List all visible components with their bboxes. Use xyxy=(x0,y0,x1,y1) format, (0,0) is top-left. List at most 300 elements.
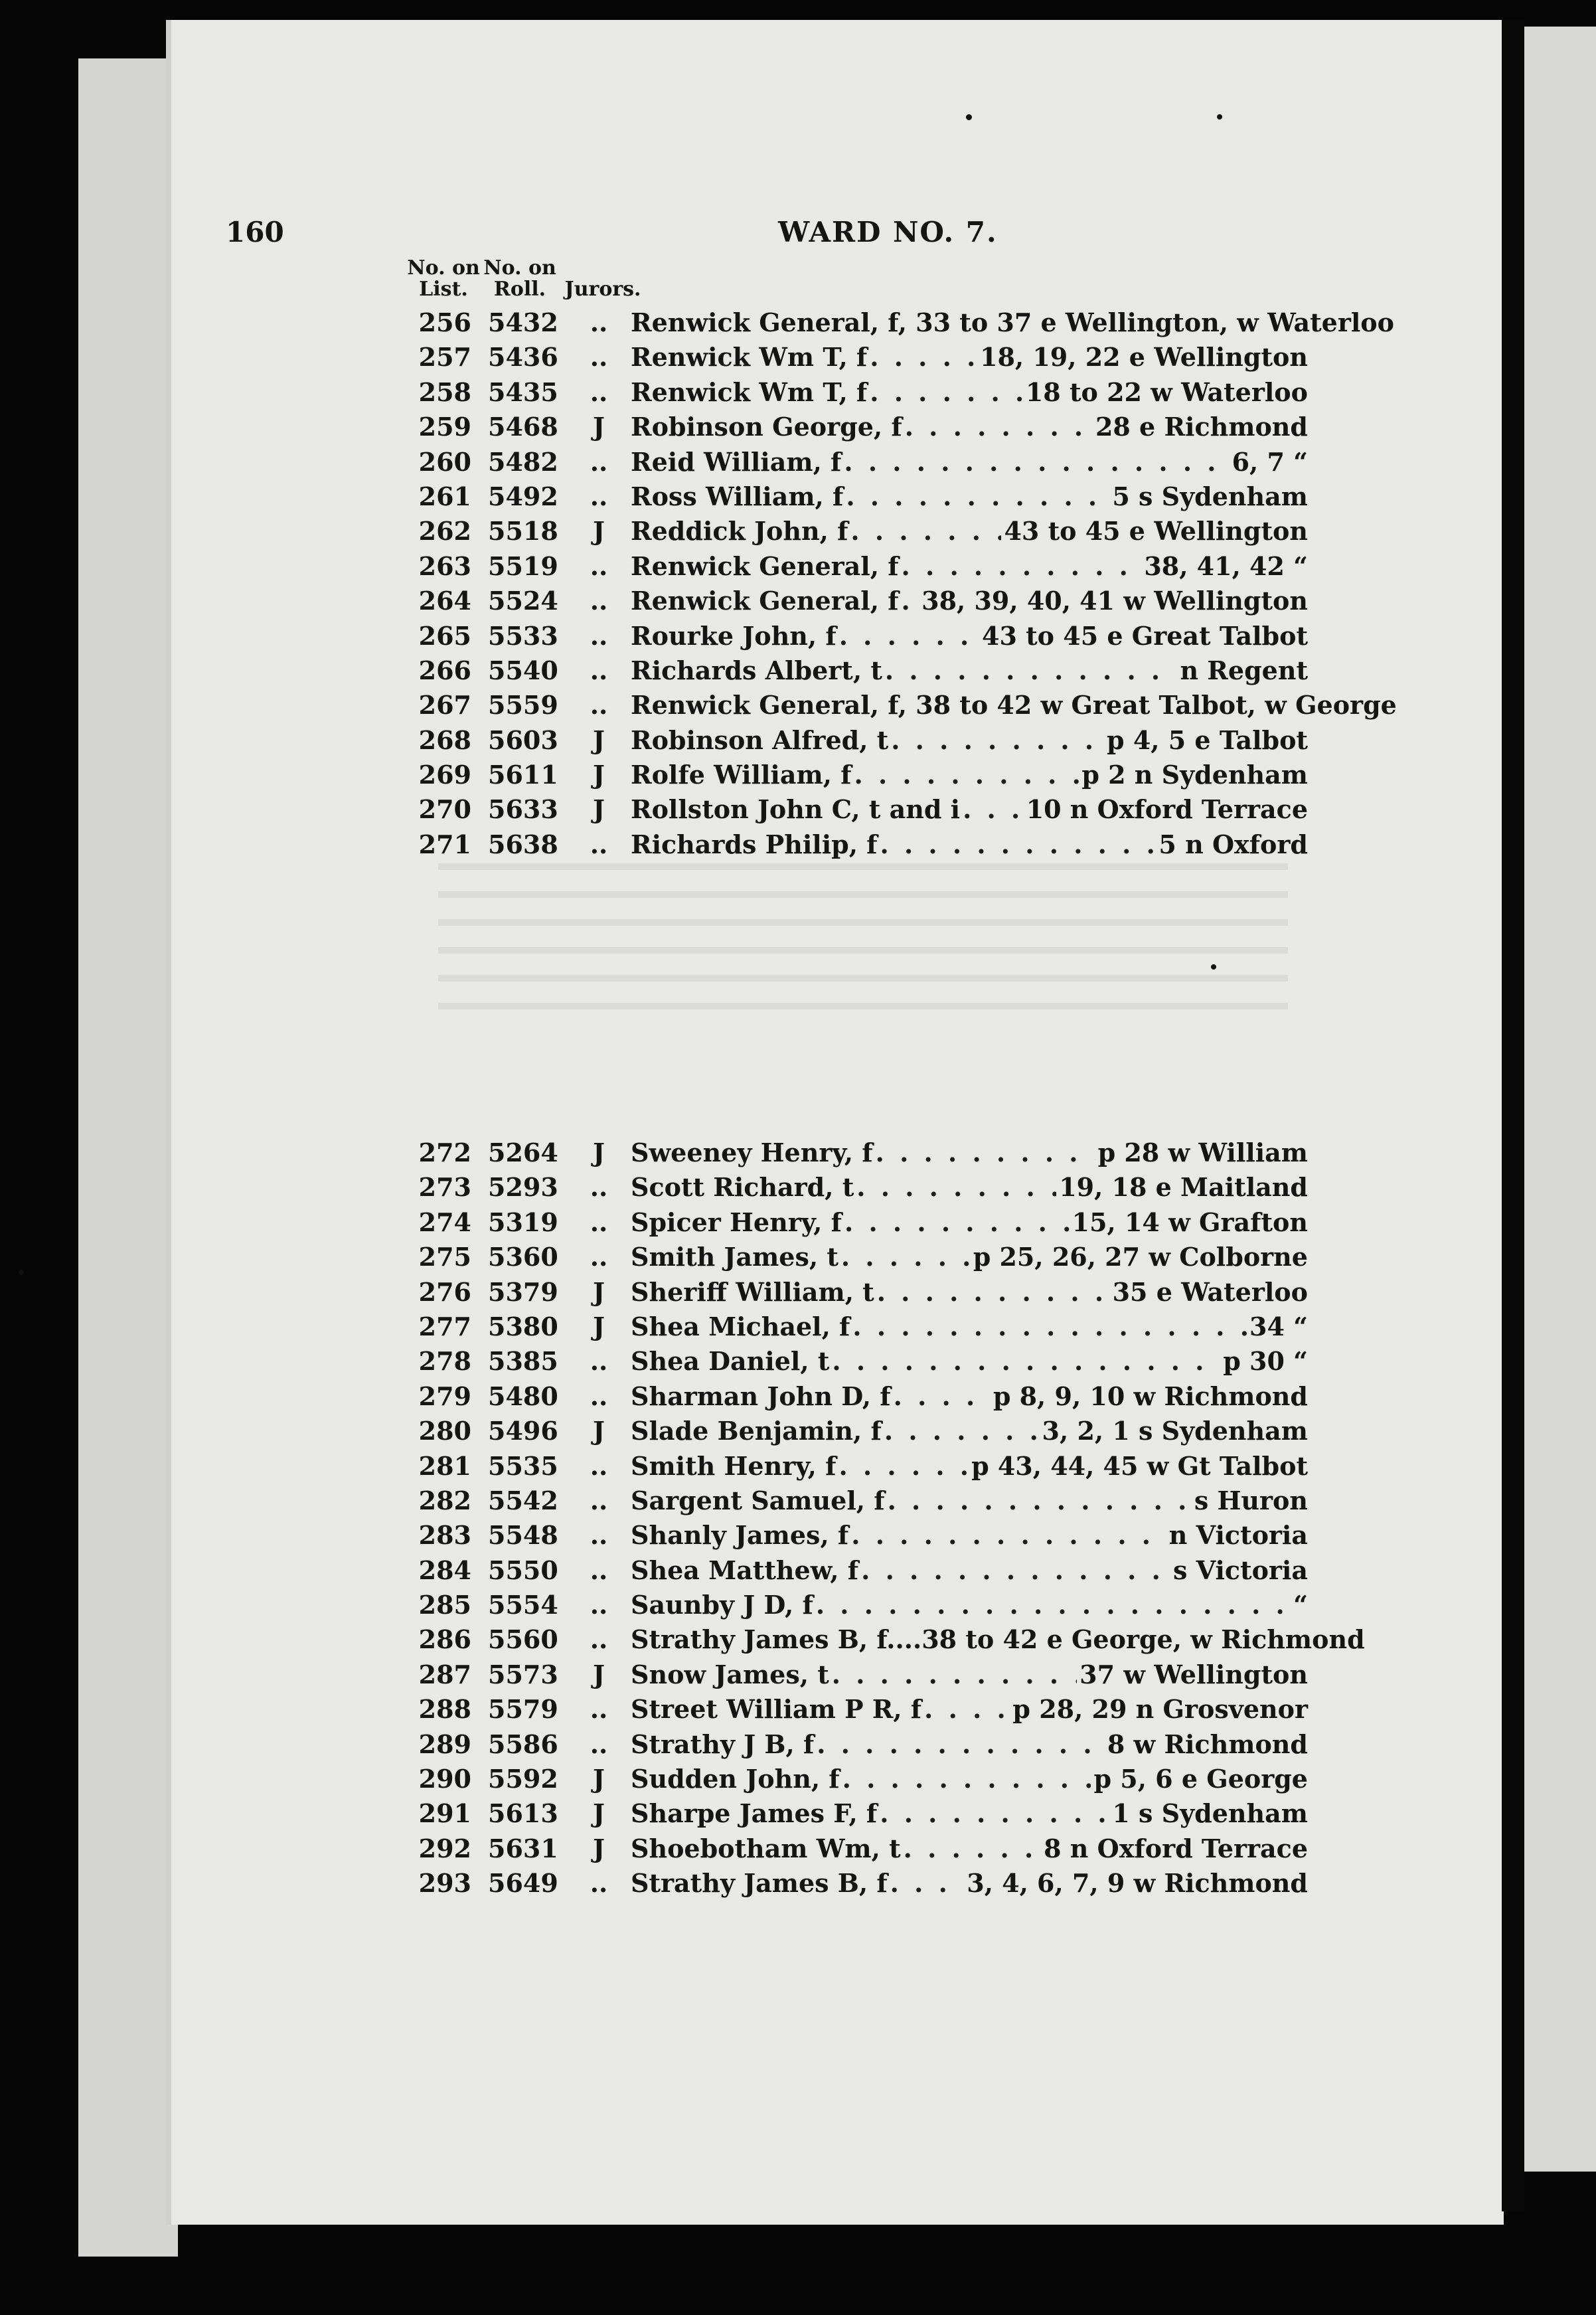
leader-dots xyxy=(851,1520,1166,1550)
entry-text xyxy=(631,1520,1308,1550)
list-number: 289 xyxy=(418,1729,471,1759)
entry-location: 43 to 45 e Wellington xyxy=(1004,516,1308,547)
juror-mark: J xyxy=(593,1833,605,1863)
leader-dots xyxy=(841,1242,971,1272)
entry-location: 38, 41, 42 “ xyxy=(1144,551,1308,581)
entries-section-s xyxy=(405,1138,1365,1903)
entry-name: Richards Philip, f xyxy=(631,829,878,859)
juror-mark: .. xyxy=(590,586,608,616)
entry-text xyxy=(631,829,1308,859)
entry-location: p 28 w William xyxy=(1097,1138,1308,1167)
entry-text xyxy=(631,1242,1308,1272)
entry-name: Street William P R, f xyxy=(631,1694,922,1725)
list-number: 256 xyxy=(418,307,471,337)
table-row xyxy=(405,1207,1348,1242)
list-number: 261 xyxy=(418,481,471,511)
table-row xyxy=(405,447,1348,481)
table-row xyxy=(405,1242,1348,1276)
table-row xyxy=(405,1798,1348,1833)
list-number: 287 xyxy=(418,1659,471,1689)
entry-text xyxy=(631,481,1308,511)
entry-name: Sheriff William, t xyxy=(631,1276,874,1307)
entry-name: Robinson George, f xyxy=(631,412,902,442)
roll-number: 5631 xyxy=(488,1833,558,1863)
list-number: 259 xyxy=(418,412,471,442)
entry-location: 6, 7 “ xyxy=(1232,446,1308,477)
binding-spine xyxy=(1502,20,1524,2211)
roll-number: 5559 xyxy=(488,690,558,721)
entry-text xyxy=(631,447,1308,477)
entry-text xyxy=(631,1729,1308,1759)
leader-dots xyxy=(832,1660,1077,1689)
table-row xyxy=(405,655,1348,690)
entry-text xyxy=(631,1660,1308,1689)
entry-location: n Regent xyxy=(1180,655,1308,685)
juror-mark: .. xyxy=(590,377,608,407)
leader-dots xyxy=(842,1764,1091,1794)
roll-number: 5293 xyxy=(488,1172,558,1203)
juror-mark: J xyxy=(593,725,605,755)
leader-dots xyxy=(888,1486,1192,1515)
entry-name: Snow James, t xyxy=(631,1659,829,1689)
roll-number: 5518 xyxy=(488,516,558,547)
list-number: 275 xyxy=(418,1242,471,1272)
roll-number: 5586 xyxy=(488,1729,558,1759)
entry-text xyxy=(631,1694,1308,1724)
leader-dots xyxy=(902,551,1142,581)
entry-text xyxy=(631,1798,1308,1828)
roll-number: 5613 xyxy=(488,1798,558,1829)
list-number: 274 xyxy=(418,1207,471,1237)
entry-text xyxy=(631,377,1308,407)
entry-location: p 2 n Sydenham xyxy=(1081,760,1308,790)
juror-mark: .. xyxy=(590,1346,608,1377)
entry-name: Robinson Alfred, t xyxy=(631,725,889,755)
page-number: 160 xyxy=(226,216,284,248)
roll-number: 5319 xyxy=(488,1207,558,1237)
list-number: 285 xyxy=(418,1590,471,1620)
juror-mark: J xyxy=(593,412,605,442)
column-header-jurors: Jurors. xyxy=(564,278,641,301)
juror-mark: J xyxy=(593,1798,605,1829)
entry-text xyxy=(631,1624,1365,1655)
entry-location: p 25, 26, 27 w Colborne xyxy=(973,1242,1308,1272)
juror-mark: J xyxy=(593,760,605,790)
roll-number: 5560 xyxy=(488,1624,558,1655)
entry-location: 3, 4, 6, 7, 9 w Richmond xyxy=(967,1868,1308,1899)
entry-text xyxy=(631,516,1308,546)
entry-name: Shea Matthew, f xyxy=(631,1555,859,1585)
juror-mark: J xyxy=(593,1138,605,1167)
leader-dots xyxy=(924,1694,1010,1724)
entry-location: 5 s Sydenham xyxy=(1112,481,1308,511)
table-row xyxy=(405,342,1348,377)
juror-mark: .. xyxy=(590,655,608,685)
entry-name: Renwick General, f xyxy=(631,551,899,581)
leader-dots xyxy=(890,1868,965,1898)
table-row xyxy=(405,586,1348,620)
leader-dots xyxy=(844,1207,1070,1237)
entry-name: Renwick Wm T, f xyxy=(631,342,868,373)
juror-mark: .. xyxy=(590,1172,608,1203)
table-row xyxy=(405,1624,1365,1659)
entry-text xyxy=(631,586,1308,616)
entry-text xyxy=(631,1381,1308,1411)
entry-location: p 8, 9, 10 w Richmond xyxy=(993,1381,1308,1411)
table-row xyxy=(405,725,1348,760)
roll-number: 5264 xyxy=(488,1138,558,1167)
juror-mark: .. xyxy=(590,481,608,511)
entry-location: 3, 2, 1 s Sydenham xyxy=(1042,1416,1308,1446)
entry-text xyxy=(631,307,1394,337)
table-row xyxy=(405,1381,1348,1416)
entry-text xyxy=(631,1764,1308,1794)
list-number: 263 xyxy=(418,551,471,581)
roll-number: 5579 xyxy=(488,1694,558,1725)
table-row xyxy=(405,377,1348,412)
leader-dots xyxy=(817,1729,1105,1759)
juror-mark: .. xyxy=(590,446,608,477)
table-row xyxy=(405,1729,1348,1764)
leader-dots xyxy=(839,621,979,651)
entry-name: Slade Benjamin, f xyxy=(631,1416,882,1446)
entry-location: 18 to 22 w Waterloo xyxy=(1025,377,1308,407)
entry-text xyxy=(631,690,1397,721)
roll-number: 5432 xyxy=(488,307,558,337)
juror-mark: J xyxy=(593,1764,605,1794)
list-number: 291 xyxy=(418,1798,471,1829)
leader-dots xyxy=(904,1834,1041,1863)
entry-name: Sweeney Henry, f xyxy=(631,1138,873,1167)
table-row xyxy=(405,621,1348,655)
entry-name: Renwick General, f xyxy=(631,586,899,616)
leader-dots xyxy=(854,760,1079,790)
leader-dots xyxy=(816,1590,1291,1620)
list-number: 280 xyxy=(418,1416,471,1446)
entry-name: Strathy James B, f....38 to 42 e George, w Richmond xyxy=(631,1624,1365,1655)
leader-dots xyxy=(870,377,1023,407)
entry-text xyxy=(631,1346,1308,1376)
roll-number: 5492 xyxy=(488,481,558,511)
juror-mark: .. xyxy=(590,1624,608,1655)
juror-mark: J xyxy=(593,1659,605,1689)
roll-number: 5548 xyxy=(488,1520,558,1551)
leader-dots xyxy=(846,481,1109,511)
entry-text xyxy=(631,1138,1308,1167)
roll-number: 5638 xyxy=(488,829,558,859)
entry-name: Strathy James B, f xyxy=(631,1868,888,1899)
leader-dots xyxy=(877,1277,1110,1307)
entry-name: Reddick John, f xyxy=(631,516,848,547)
juror-mark: .. xyxy=(590,690,608,721)
list-number: 266 xyxy=(418,655,471,685)
table-row xyxy=(405,1834,1348,1868)
list-number: 269 xyxy=(418,760,471,790)
juror-mark: .. xyxy=(590,1381,608,1411)
table-row xyxy=(405,307,1394,342)
entry-location: p 43, 44, 45 w Gt Talbot xyxy=(971,1450,1308,1481)
entry-text xyxy=(631,725,1308,755)
roll-number: 5496 xyxy=(488,1416,558,1446)
entry-text xyxy=(631,760,1308,790)
entry-name: Renwick General, f, 38 to 42 w Great Talbot, w George xyxy=(631,690,1397,721)
list-number: 293 xyxy=(418,1868,471,1899)
entry-name: Saunby J D, f xyxy=(631,1590,813,1620)
juror-mark: .. xyxy=(590,1450,608,1481)
roll-number: 5554 xyxy=(488,1590,558,1620)
table-row xyxy=(405,1277,1348,1312)
juror-mark: J xyxy=(593,1276,605,1307)
entry-location: n Victoria xyxy=(1168,1520,1308,1551)
entry-location: 19, 18 e Maitland xyxy=(1059,1172,1308,1203)
entry-name: Shoebotham Wm, t xyxy=(631,1833,901,1863)
entry-location: p 30 “ xyxy=(1223,1346,1308,1377)
leader-dots xyxy=(905,412,1093,442)
list-number: 292 xyxy=(418,1833,471,1863)
list-number: 258 xyxy=(418,377,471,407)
roll-number: 5519 xyxy=(488,551,558,581)
entry-text xyxy=(631,621,1308,651)
list-number: 268 xyxy=(418,725,471,755)
entry-text xyxy=(631,1451,1308,1481)
leader-dots xyxy=(861,1555,1170,1585)
entry-name: Strathy J B, f xyxy=(631,1729,815,1759)
list-number: 290 xyxy=(418,1764,471,1794)
roll-number: 5535 xyxy=(488,1450,558,1481)
entry-text xyxy=(631,1312,1308,1341)
roll-number: 5482 xyxy=(488,446,558,477)
entry-location: 35 e Waterloo xyxy=(1112,1276,1308,1307)
speck xyxy=(19,1270,24,1275)
leader-dots xyxy=(870,342,977,372)
list-number: 276 xyxy=(418,1276,471,1307)
entry-location: 5 n Oxford xyxy=(1158,829,1308,859)
entry-name: Shea Daniel, t xyxy=(631,1346,830,1377)
juror-mark: .. xyxy=(590,1868,608,1899)
entry-text xyxy=(631,1486,1308,1515)
roll-number: 5550 xyxy=(488,1555,558,1585)
entry-location: p 5, 6 e George xyxy=(1093,1764,1308,1794)
entry-location: p 4, 5 e Talbot xyxy=(1107,725,1308,755)
list-number: 272 xyxy=(418,1138,471,1167)
list-number: 264 xyxy=(418,586,471,616)
entry-name: Rollston John C, t and i xyxy=(631,794,961,825)
entry-text xyxy=(631,342,1308,372)
entry-text xyxy=(631,1834,1308,1863)
entry-location: s Huron xyxy=(1194,1485,1308,1515)
roll-number: 5385 xyxy=(488,1346,558,1377)
entry-name: Ross William, f xyxy=(631,481,844,511)
entry-location: “ xyxy=(1293,1590,1308,1620)
leader-dots xyxy=(838,1451,969,1481)
entry-text xyxy=(631,1277,1308,1307)
table-row xyxy=(405,1312,1348,1346)
entry-location: 43 to 45 e Great Talbot xyxy=(982,620,1308,651)
table-row xyxy=(405,1590,1348,1624)
juror-mark: .. xyxy=(590,551,608,581)
bleed-through xyxy=(438,863,1288,1023)
list-number: 288 xyxy=(418,1694,471,1725)
leader-dots xyxy=(880,1798,1109,1828)
speck xyxy=(1217,114,1222,120)
roll-number: 5533 xyxy=(488,620,558,651)
entry-name: Reid William, f xyxy=(631,446,842,477)
roll-number: 5633 xyxy=(488,794,558,825)
list-number: 267 xyxy=(418,690,471,721)
roll-number: 5592 xyxy=(488,1764,558,1794)
table-row xyxy=(405,1172,1348,1207)
roll-number: 5380 xyxy=(488,1311,558,1341)
table-row xyxy=(405,1416,1348,1450)
leader-dots xyxy=(891,725,1104,755)
roll-number: 5524 xyxy=(488,586,558,616)
entry-name: Sargent Samuel, f xyxy=(631,1485,885,1515)
entry-name: Richards Albert, t xyxy=(631,655,882,685)
juror-mark: .. xyxy=(590,1729,608,1759)
entry-text xyxy=(631,794,1308,824)
entry-name: Spicer Henry, f xyxy=(631,1207,842,1237)
table-row xyxy=(405,1764,1348,1798)
leader-dots xyxy=(880,829,1157,859)
leader-dots xyxy=(856,1172,1056,1202)
table-row xyxy=(405,690,1397,725)
entry-text xyxy=(631,1590,1308,1620)
list-number: 286 xyxy=(418,1624,471,1655)
entry-text xyxy=(631,1172,1308,1202)
leader-dots xyxy=(850,516,1001,546)
table-row xyxy=(405,412,1348,446)
entries-section-r xyxy=(405,307,1397,864)
leader-dots xyxy=(894,1381,991,1411)
entry-name: Smith Henry, f xyxy=(631,1450,837,1481)
entry-text xyxy=(631,1555,1308,1585)
table-row xyxy=(405,1520,1348,1555)
juror-mark: .. xyxy=(590,829,608,859)
column-header-list: No. on List. xyxy=(407,256,480,301)
roll-number: 5611 xyxy=(488,760,558,790)
entry-location: 15, 14 w Grafton xyxy=(1072,1207,1308,1237)
table-row xyxy=(405,1555,1348,1590)
entry-text xyxy=(631,655,1308,685)
roll-number: 5468 xyxy=(488,412,558,442)
juror-mark: .. xyxy=(590,1590,608,1620)
back-sheet xyxy=(78,58,178,2257)
entry-name: Renwick General, f, 33 to 37 e Wellington, w Waterloo xyxy=(631,307,1394,337)
leader-dots xyxy=(885,655,1178,685)
juror-mark: J xyxy=(593,794,605,825)
entry-location: 34 “ xyxy=(1249,1311,1308,1341)
page-header xyxy=(226,216,1315,256)
roll-number: 5540 xyxy=(488,655,558,685)
roll-number: 5435 xyxy=(488,377,558,407)
list-number: 271 xyxy=(418,829,471,859)
juror-mark: .. xyxy=(590,1485,608,1515)
list-number: 281 xyxy=(418,1450,471,1481)
juror-mark: .. xyxy=(590,1555,608,1585)
roll-number: 5603 xyxy=(488,725,558,755)
leader-dots xyxy=(844,447,1229,477)
adjacent-page xyxy=(1522,27,1596,2172)
juror-mark: J xyxy=(593,1416,605,1446)
list-number: 270 xyxy=(418,794,471,825)
list-number: 257 xyxy=(418,342,471,373)
leader-dots xyxy=(902,586,919,616)
entry-location: 8 n Oxford Terrace xyxy=(1044,1833,1308,1863)
roll-number: 5649 xyxy=(488,1868,558,1899)
entry-name: Smith James, t xyxy=(631,1242,838,1272)
entry-location: 37 w Wellington xyxy=(1079,1659,1308,1689)
juror-mark: .. xyxy=(590,342,608,373)
entry-location: s Victoria xyxy=(1173,1555,1308,1585)
entry-text xyxy=(631,1416,1308,1446)
roll-number: 5542 xyxy=(488,1485,558,1515)
list-number: 273 xyxy=(418,1172,471,1203)
entry-location: 18, 19, 22 e Wellington xyxy=(980,342,1308,373)
table-row xyxy=(405,551,1348,586)
entry-name: Rourke John, f xyxy=(631,620,837,651)
entry-text xyxy=(631,1207,1308,1237)
entry-location: 1 s Sydenham xyxy=(1112,1798,1308,1829)
entry-name: Shanly James, f xyxy=(631,1520,849,1551)
leader-dots xyxy=(852,1312,1247,1341)
table-row xyxy=(405,829,1348,864)
entry-text xyxy=(631,412,1308,442)
roll-number: 5573 xyxy=(488,1659,558,1689)
entry-location: 28 e Richmond xyxy=(1095,412,1308,442)
list-number: 282 xyxy=(418,1485,471,1515)
table-row xyxy=(405,1346,1348,1381)
table-row xyxy=(405,1660,1348,1694)
table-row xyxy=(405,481,1348,516)
entry-name: Rolfe William, f xyxy=(631,760,852,790)
roll-number: 5480 xyxy=(488,1381,558,1411)
list-number: 283 xyxy=(418,1520,471,1551)
leader-dots xyxy=(832,1346,1220,1376)
leader-dots xyxy=(884,1416,1040,1446)
entry-location: 10 n Oxford Terrace xyxy=(1026,794,1308,825)
entry-name: Shea Michael, f xyxy=(631,1311,850,1341)
juror-mark: .. xyxy=(590,1520,608,1551)
entry-location: 38, 39, 40, 41 w Wellington xyxy=(921,586,1308,616)
list-number: 278 xyxy=(418,1346,471,1377)
entry-text xyxy=(631,1868,1308,1898)
roll-number: 5379 xyxy=(488,1276,558,1307)
juror-mark: J xyxy=(593,1311,605,1341)
roll-number: 5436 xyxy=(488,342,558,373)
entry-name: Sharpe James F, f xyxy=(631,1798,878,1829)
juror-mark: .. xyxy=(590,1694,608,1725)
entry-name: Sudden John, f xyxy=(631,1764,840,1794)
list-number: 279 xyxy=(418,1381,471,1411)
juror-mark: .. xyxy=(590,620,608,651)
juror-mark: .. xyxy=(590,1242,608,1272)
table-row xyxy=(405,1451,1348,1486)
entry-location: 8 w Richmond xyxy=(1107,1729,1308,1759)
leader-dots xyxy=(876,1138,1095,1167)
table-row xyxy=(405,1486,1348,1520)
list-number: 262 xyxy=(418,516,471,547)
list-number: 284 xyxy=(418,1555,471,1585)
table-row xyxy=(405,760,1348,794)
table-row xyxy=(405,1868,1348,1903)
juror-mark: .. xyxy=(590,307,608,337)
roll-number: 5360 xyxy=(488,1242,558,1272)
entry-name: Renwick Wm T, f xyxy=(631,377,868,407)
table-row xyxy=(405,1694,1348,1729)
speck xyxy=(966,114,972,120)
column-header-roll: No. on Roll. xyxy=(483,256,556,301)
entry-name: Sharman John D, f xyxy=(631,1381,891,1411)
